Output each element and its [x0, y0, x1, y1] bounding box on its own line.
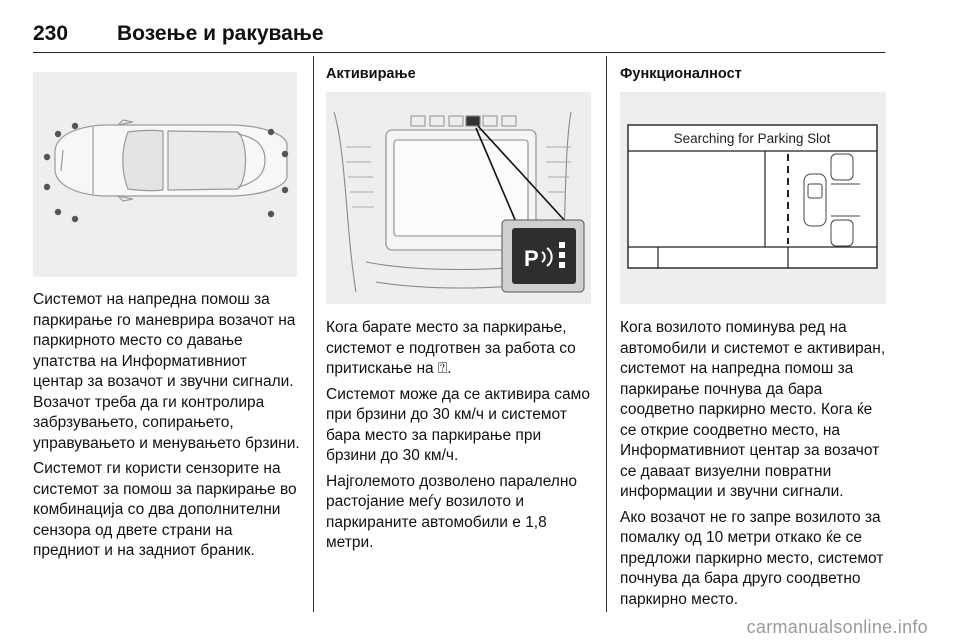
column-2-text: [326, 318, 592, 559]
column-3-text: [620, 318, 892, 615]
page-header: [33, 22, 885, 52]
car-top-view-illustration: [33, 72, 297, 277]
figure-car-sensors: [33, 72, 297, 277]
paragraph: Кога возилото поминува ред на автомобили и системот е активиран, системот на напредна помош за паркирање почнува да бара соодветно паркирно место. Кога ќе се открие соодветно место, на Информативниот центар за возачот се даваат визуелни повратни информации и звучни сигнали.: [620, 319, 886, 500]
paragraph: Системот на напредна помош за паркирање го маневрира возачот на паркирното место со давање упатства на Информативниот центар за возачот и звучни сигнали. Возачот треба да ги контролира забрзувањето, сопирањето, управувањето и менувањето брзини.: [33, 291, 300, 452]
footer-watermark: carmanualsonline.info: [746, 617, 928, 637]
dashboard-illustration: [326, 92, 591, 304]
paragraph: Ако возачот не го запре возилото за помалку од 10 метри откако ќе се предложи паркирно место, системот почнува да бара друго соодветно паркирно место.: [620, 508, 884, 608]
figure-parking-slot-display: [620, 92, 886, 304]
section-heading-functionality: Функционалност: [620, 66, 742, 82]
column-1-text: [33, 290, 301, 567]
column-divider-2: [606, 56, 607, 612]
display-illustration: [620, 92, 886, 304]
figure-dashboard-button: [326, 92, 591, 304]
svg-text:P: P: [524, 246, 539, 271]
header-rule: [33, 52, 885, 53]
paragraph: Системот ги користи сензорите на системот за помош за паркирање во комбинација со два дополнителни сензора од двете страни на предниот и на задниот браник.: [33, 460, 297, 559]
paragraph: Најголемото дозволено паралелно растојание меѓу возилото и паркираните автомобили е 1,8 метри.: [326, 472, 578, 551]
section-heading-activation: Активирање: [326, 66, 416, 82]
paragraph: Системот може да се активира само при брзини до 30 км/ч и системот бара место за паркирање при брзини до 30 км/ч.: [326, 385, 590, 464]
page-title: Возење и ракување: [117, 22, 324, 45]
column-divider-1: [313, 56, 314, 612]
paragraph: Кога барате место за паркирање, системот е подготвен за работа со притискање на ⍰.: [326, 319, 576, 377]
display-title: Searching for Parking Slot: [673, 131, 831, 146]
page-number: 230: [33, 22, 69, 45]
